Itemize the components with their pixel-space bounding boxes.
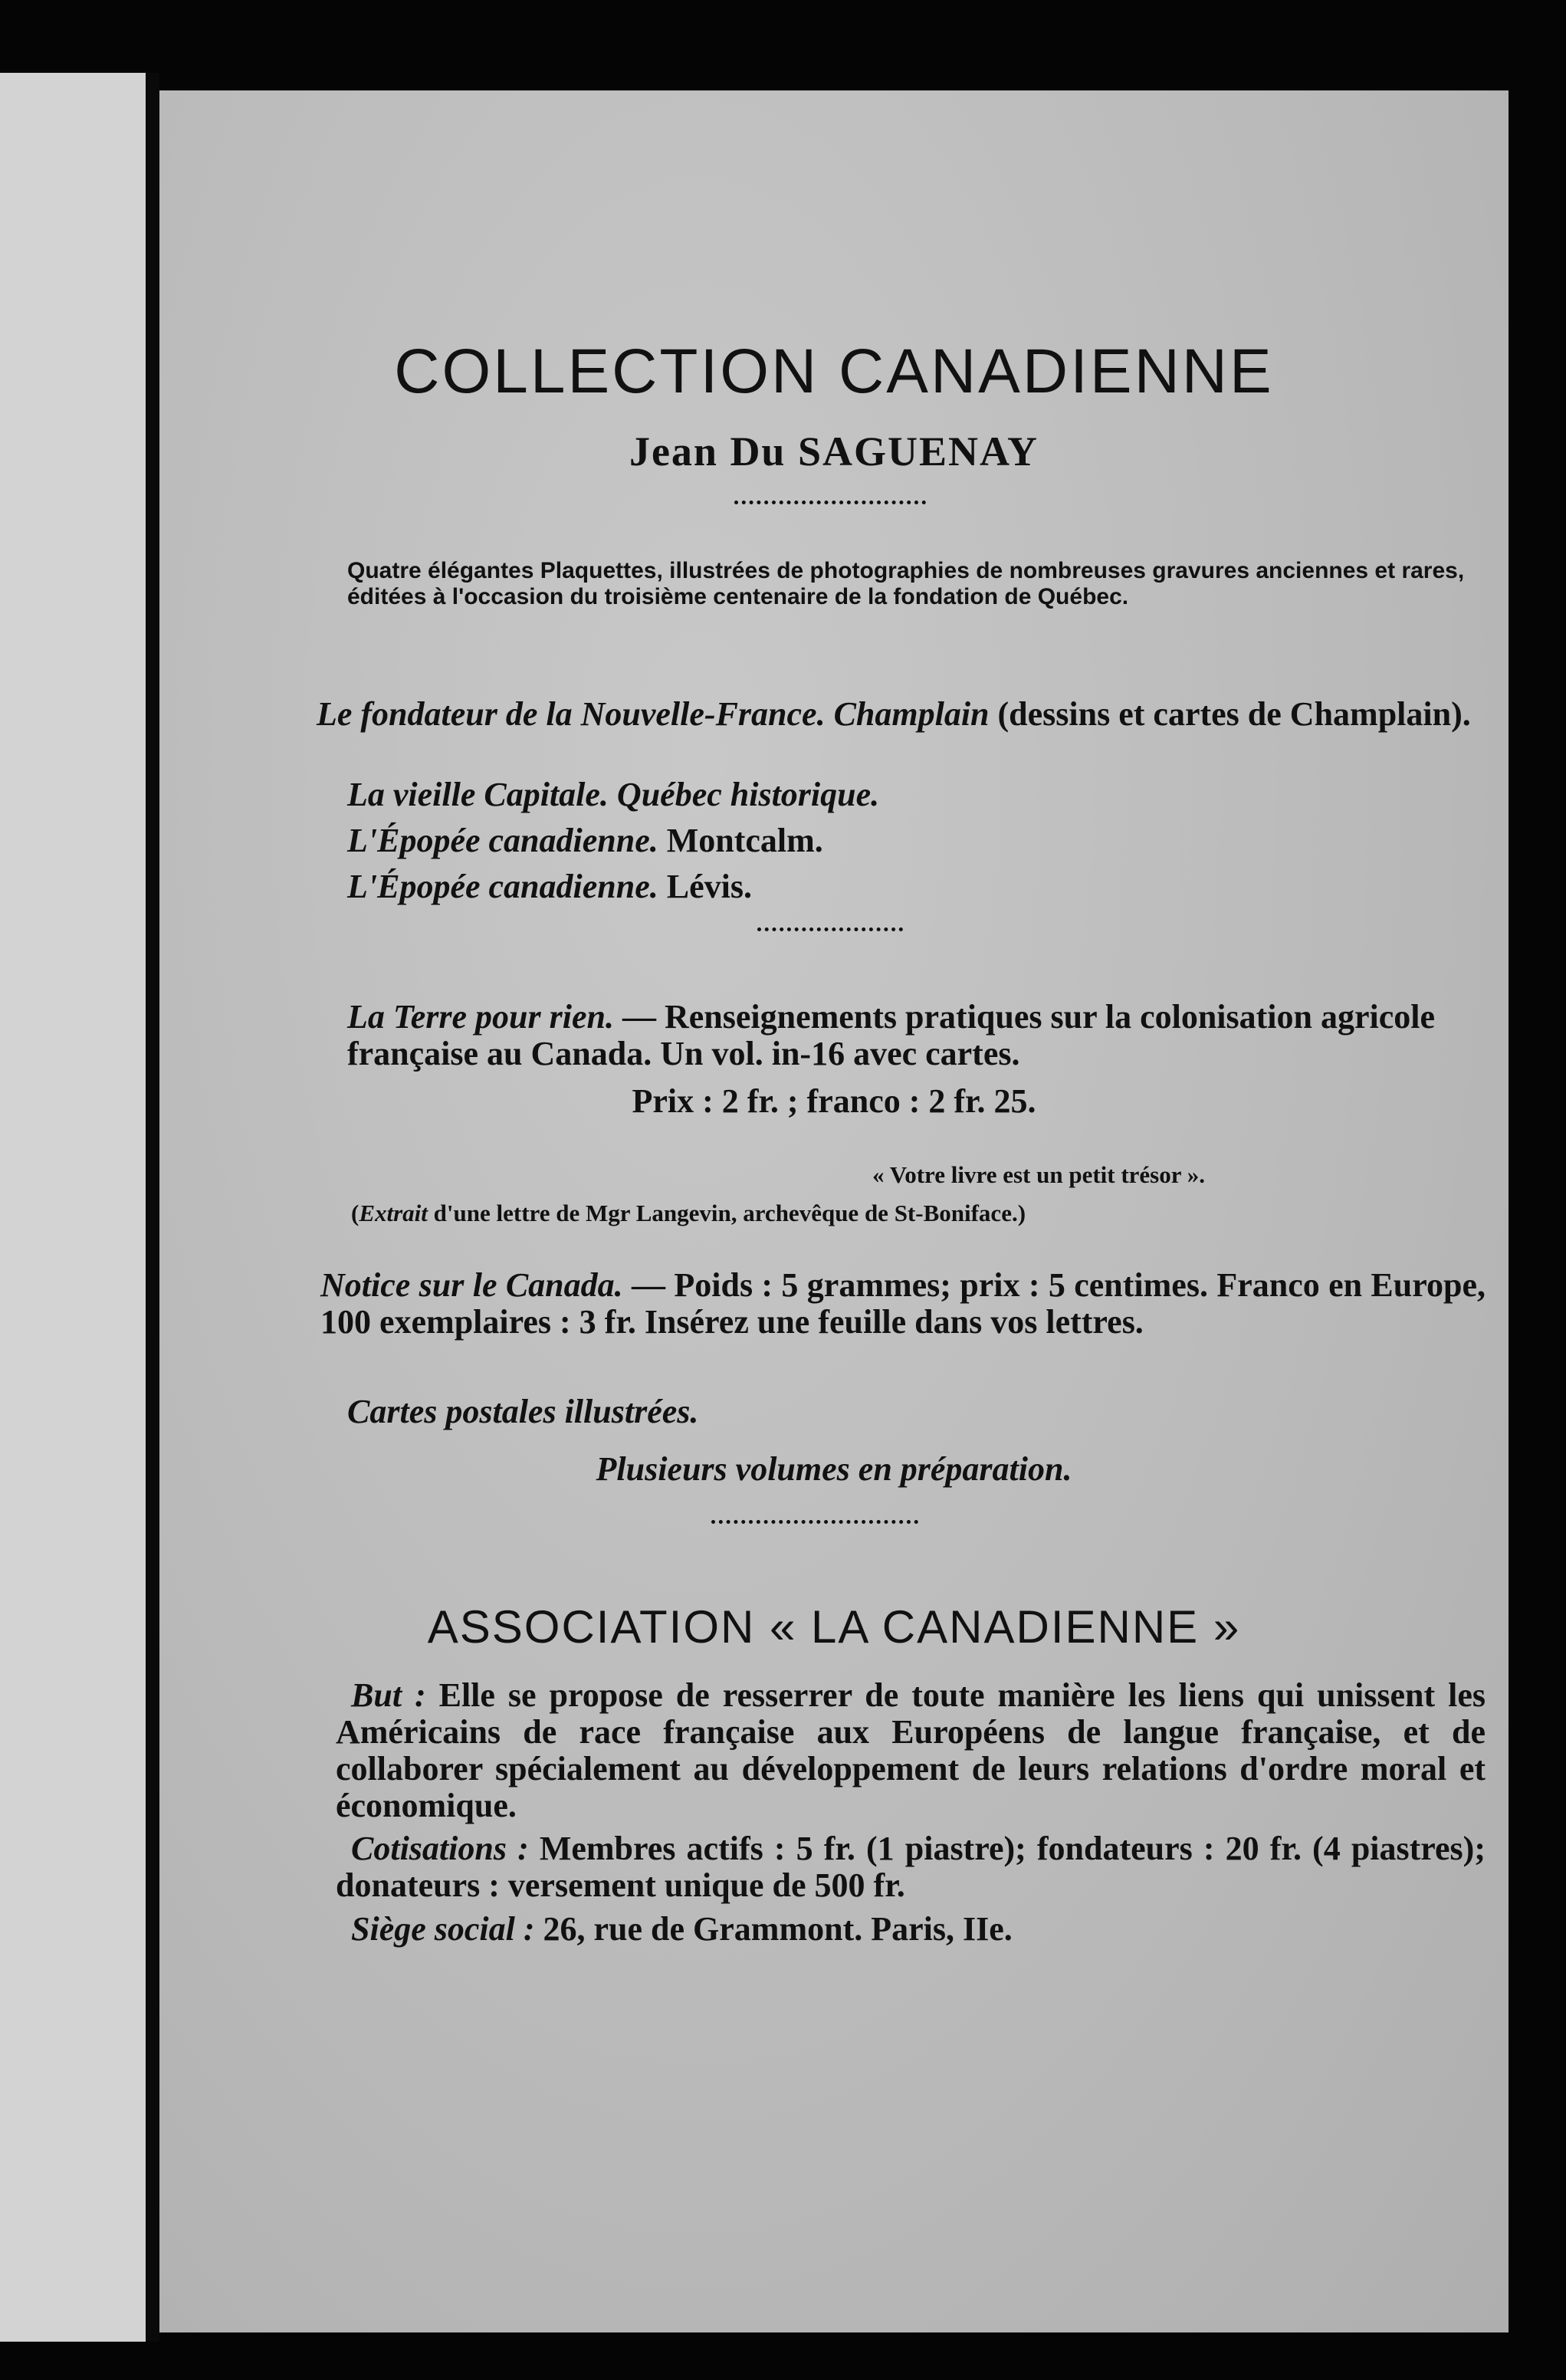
plaquette-2 (347, 776, 1420, 813)
collection-author: Jean Du SAGUENAY (629, 428, 1039, 474)
divider-rule (711, 1520, 918, 1524)
notice-title: Notice sur le Canada. (320, 1266, 623, 1304)
siege-text: 26, rue de Grammont. Paris, IIe. (534, 1910, 1013, 1948)
terre-source-text: d'une lettre de Mgr Langevin, archevêque de St-Boniface.) (427, 1200, 1026, 1226)
terre-paragraph (347, 999, 1489, 1072)
plaquette-3-title: L'Épopée canadienne. (347, 822, 658, 859)
volumes-preparation: Plusieurs volumes en préparation. (596, 1450, 1072, 1488)
plaquette-1-title: Le fondateur de la Nouvelle-France. Champlain (317, 695, 990, 733)
association-cotisations (336, 1830, 1486, 1904)
plaquette-1-rest: (dessins et cartes de Champlain). (989, 695, 1471, 733)
plaquette-4-rest: Lévis. (658, 868, 752, 905)
terre-title: La Terre pour rien. (347, 998, 614, 1036)
plaquette-2-title: La vieille Capitale. Québec historique. (347, 776, 880, 813)
terre-source-label: Extrait (359, 1200, 428, 1226)
cotisations-text: Membres actifs : 5 fr. (1 piastre); fondateurs : 20 fr. (4 piastres); donateurs : versement unique de 500 fr. (336, 1830, 1486, 1904)
association-but (336, 1677, 1486, 1824)
siege-label: Siège social : (351, 1910, 535, 1948)
but-text: Elle se propose de resserrer de toute manière les liens qui unissent les Américains de race française aux Européens de langue française, et de collaborer spécialement au développement de leurs relations d'ordre moral et économique. (336, 1676, 1486, 1824)
cartes-postales: Cartes postales illustrées. (347, 1393, 699, 1430)
divider-rule (757, 927, 903, 931)
adjacent-page-edge (0, 73, 146, 2342)
page-gutter (146, 73, 159, 2342)
notice-text: — Poids : 5 grammes; prix : 5 centimes. Franco en Europe, 100 exemplaires : 3 fr. Insérez une feuille dans vos lettres. (320, 1266, 1486, 1341)
collection-title: COLLECTION CANADIENNE (394, 336, 1274, 406)
plaquette-4 (347, 868, 1420, 905)
terre-source-open: ( (351, 1200, 359, 1226)
cotisations-label: Cotisations : (351, 1830, 529, 1867)
terre-quote: « Votre livre est un petit trésor ». (872, 1161, 1205, 1188)
association-title: ASSOCIATION « LA CANADIENNE » (427, 1601, 1241, 1653)
notice-paragraph (320, 1267, 1486, 1341)
association-siege (336, 1911, 1486, 1948)
collection-intro: Quatre élégantes Plaquettes, illustrées de photographies de nombreuses gravures anciennes et rares, éditées à l'occasion du troisième centenaire de la fondation de Québec. (347, 558, 1465, 609)
plaquette-3-rest: Montcalm. (658, 822, 823, 859)
terre-source (351, 1198, 1463, 1229)
plaquette-1 (317, 696, 1505, 733)
document-page (159, 90, 1509, 2332)
terre-price: Prix : 2 fr. ; franco : 2 fr. 25. (632, 1082, 1036, 1120)
plaquette-4-title: L'Épopée canadienne. (347, 868, 658, 905)
plaquette-3 (347, 822, 1420, 859)
terre-text: — Renseignements pratiques sur la colonisation agricole française au Canada. Un vol. in-16 avec cartes. (347, 998, 1436, 1072)
but-label: But : (351, 1676, 426, 1714)
divider-rule (734, 501, 926, 504)
